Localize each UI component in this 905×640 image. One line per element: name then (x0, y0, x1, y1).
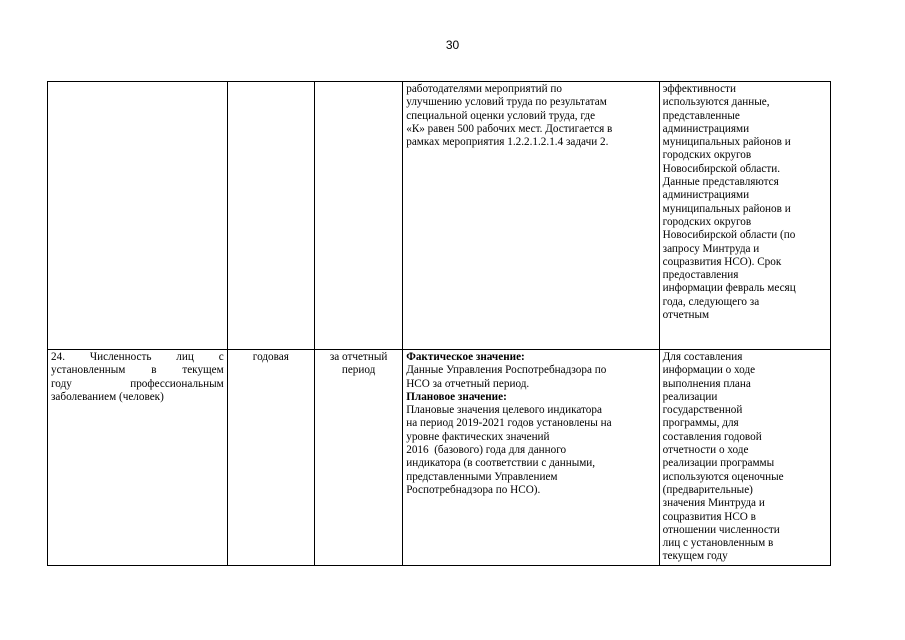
method-cell (403, 82, 659, 350)
source-line: отчетным (662, 309, 710, 322)
source-line: администрациями (662, 189, 750, 202)
source-line: выполнения плана (662, 377, 751, 390)
source-line: Данные представляются (662, 176, 779, 189)
indicator-line: заболеванием (человек) (51, 390, 164, 403)
plan-heading: Плановое значение: (406, 390, 507, 403)
indicator-line: 24. Численность лиц с (51, 351, 224, 363)
method-line: работодателями мероприятий по (406, 83, 562, 95)
source-line: информации февраль месяц (662, 282, 796, 295)
source-line: предоставления (662, 269, 739, 282)
source-line: представленные (662, 109, 740, 122)
period-line: период (341, 364, 376, 377)
table-row (48, 350, 831, 566)
method-line: специальной оценки условий труда, где (406, 109, 596, 122)
source-line: отчетности о ходе (662, 444, 749, 457)
plan-line: 2016 (базового) года для данного (406, 444, 567, 457)
period-cell (314, 82, 402, 350)
fact-line: НСО за отчетный период. (406, 377, 530, 390)
source-line: используются оценочные (662, 470, 784, 483)
page-number: 30 (445, 38, 460, 52)
source-line: составления годовой (662, 430, 762, 443)
periodicity-cell (227, 350, 314, 566)
source-line: муниципальных районов и (662, 202, 791, 215)
source-line: Новосибирской области (по (662, 229, 796, 242)
source-line: запросу Минтруда и (662, 242, 760, 255)
source-line: государственной (662, 404, 743, 417)
indicator-cell (48, 350, 228, 566)
method-line: улучшению условий труда по результатам (406, 96, 607, 109)
source-line: года, следующего за (662, 295, 760, 308)
indicator-line: установленным в текущем (51, 364, 224, 377)
table-row (48, 82, 831, 350)
source-line: городских округов (662, 149, 752, 162)
indicator-cell (48, 82, 228, 350)
source-cell (659, 350, 830, 566)
source-line: программы, для (662, 417, 739, 430)
source-line: информации о ходе (662, 364, 756, 377)
fact-heading: Фактическое значение: (406, 351, 525, 363)
plan-line: представленными Управлением (406, 470, 558, 483)
source-line: значения Минтруда и (662, 497, 765, 510)
periodicity-cell (227, 82, 314, 350)
plan-line: Плановые значения целевого индикатора (406, 404, 602, 417)
period-line: за отчетный (329, 351, 388, 363)
method-line: «К» равен 500 рабочих мест. Достигается в (406, 122, 613, 135)
plan-line: уровне фактических значений (406, 430, 550, 443)
source-line: Для составления (662, 351, 743, 363)
fact-line: Данные Управления Роспотребнадзора по (406, 364, 607, 377)
plan-line: индикатора (в соответствии с данными, (406, 457, 596, 470)
source-line: администрациями (662, 122, 750, 135)
source-line: используются данные, (662, 96, 770, 109)
period-cell (314, 350, 402, 566)
source-line: текущем году (662, 550, 728, 563)
source-line: эффективности (662, 83, 736, 95)
source-line: Новосибирской области. (662, 162, 781, 175)
source-line: городских округов (662, 215, 752, 228)
plan-line: на период 2019-2021 годов установлены на (406, 417, 612, 430)
source-line: соцразвития НСО). Срок (662, 255, 782, 268)
periodicity-value: годовая (252, 351, 289, 363)
source-line: муниципальных районов и (662, 136, 791, 149)
source-line: отношении численности (662, 523, 780, 536)
source-line: лиц с установленным в (662, 537, 774, 550)
source-line: реализации программы (662, 457, 775, 470)
source-line: (предварительные) (662, 483, 753, 496)
source-cell (659, 82, 830, 350)
indicator-line: году профессиональным (51, 377, 224, 390)
source-line: реализации (662, 390, 718, 403)
source-line: соцразвития НСО в (662, 510, 756, 523)
indicator-table (47, 81, 831, 566)
plan-line: Роспотребнадзора по НСО). (406, 483, 541, 496)
method-cell (403, 350, 659, 566)
method-line: рамках мероприятия 1.2.2.1.2.1.4 задачи 2. (406, 136, 609, 149)
